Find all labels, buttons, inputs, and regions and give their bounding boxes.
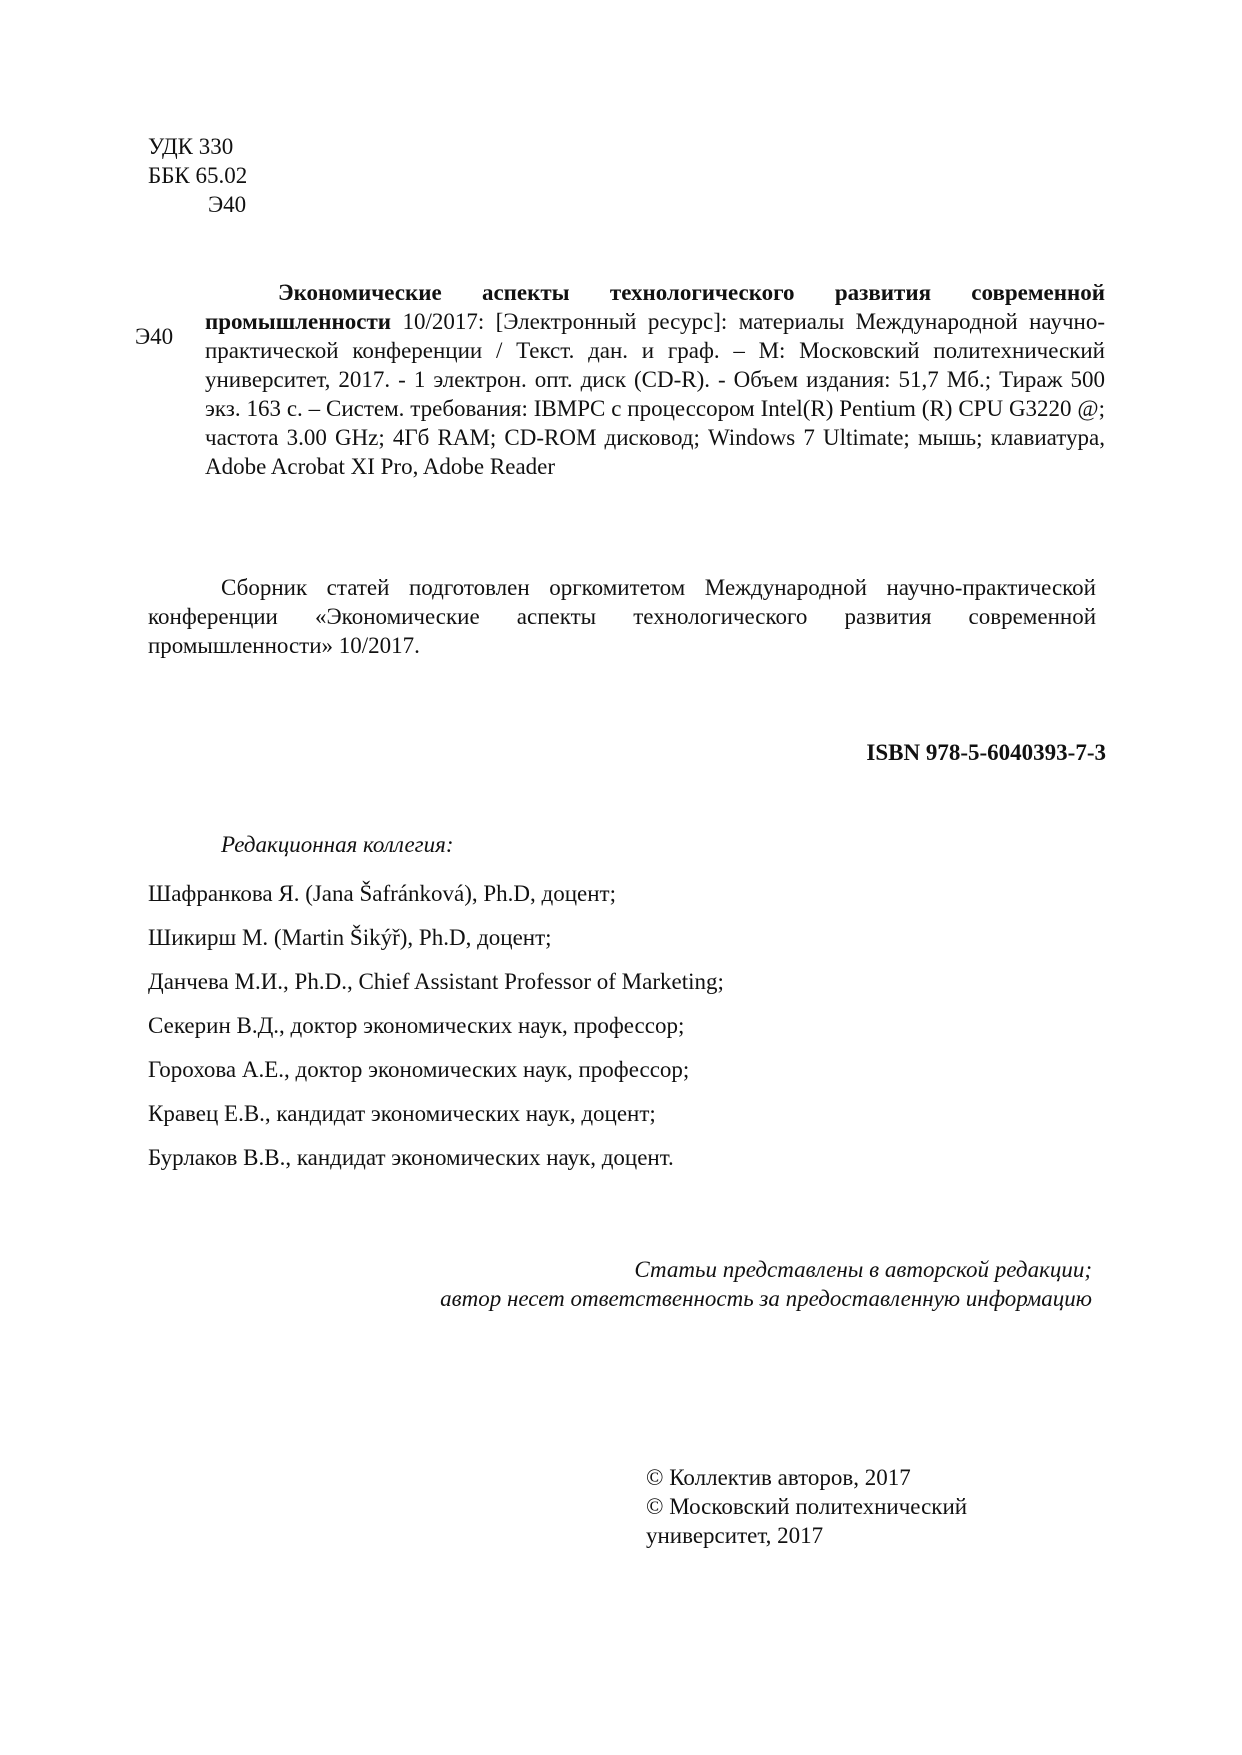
collection-description (148, 573, 1096, 660)
board-member: Бурлаков В.В., кандидат экономических наук, доцент. (148, 1145, 674, 1170)
publication-details: 10/2017: [Электронный ресурс]: материалы Международной научно-практической конференции / Текст. дан. и граф. – М: Московский политехнический университет, 2017. - 1 электрон. опт. диск (CD-R). - Объем издания: 51,7 Мб.; Тираж 500 экз. 163 с. – Систем. требования: IBMPC с процессором Intel(R) Pentium (R) CPU G3220 @; частота 3.00 GHz; 4Гб RAM; CD-ROM дисковод; Windows 7 Ultimate; мышь; клавиатура, Adobe Acrobat XI Pro, Adobe Reader (205, 309, 1105, 479)
note-line: автор несет ответственность за предоставленную информацию (440, 1286, 1092, 1311)
copyright-line: © Московский политехнический (646, 1494, 968, 1519)
board-member: Шикирш М. (Martin Šikýř), Ph.D, доцент; (148, 925, 552, 950)
copyright-line: университет, 2017 (646, 1523, 824, 1548)
editorial-board-list (148, 872, 724, 1180)
copyright-line: © Коллектив авторов, 2017 (646, 1465, 911, 1490)
note-line: Статьи представлены в авторской редакции; (634, 1257, 1092, 1282)
board-member: Секерин В.Д., доктор экономических наук, профессор; (148, 1013, 685, 1038)
author-sign: Э40 (208, 192, 247, 217)
publication-title: Экономические аспекты технологического развития современной промышленности (205, 280, 1105, 334)
isbn: ISBN 978-5-6040393-7-3 (866, 740, 1106, 765)
board-member: Кравец Е.В., кандидат экономических наук, доцент; (148, 1101, 656, 1126)
editorial-note (440, 1255, 1092, 1313)
side-author-sign: Э40 (135, 324, 174, 349)
udk-code: УДК 330 (148, 134, 234, 159)
description-text: Сборник статей подготовлен оргкомитетом Международной научно-практической конференции «Экономические аспекты технологического развития современной промышленности» 10/2017. (148, 575, 1096, 658)
bibliographic-record (205, 278, 1105, 481)
board-member: Данчева М.И., Ph.D., Chief Assistant Professor of Marketing; (148, 969, 724, 994)
editorial-board-title: Редакционная коллегия: (221, 832, 454, 857)
board-member: Горохова А.Е., доктор экономических наук, профессор; (148, 1057, 690, 1082)
classification-codes (148, 132, 247, 219)
board-member: Шафранкова Я. (Jana Šafránková), Ph.D, доцент; (148, 881, 616, 906)
bbk-code: ББК 65.02 (148, 163, 248, 188)
copyright-block (646, 1463, 967, 1550)
